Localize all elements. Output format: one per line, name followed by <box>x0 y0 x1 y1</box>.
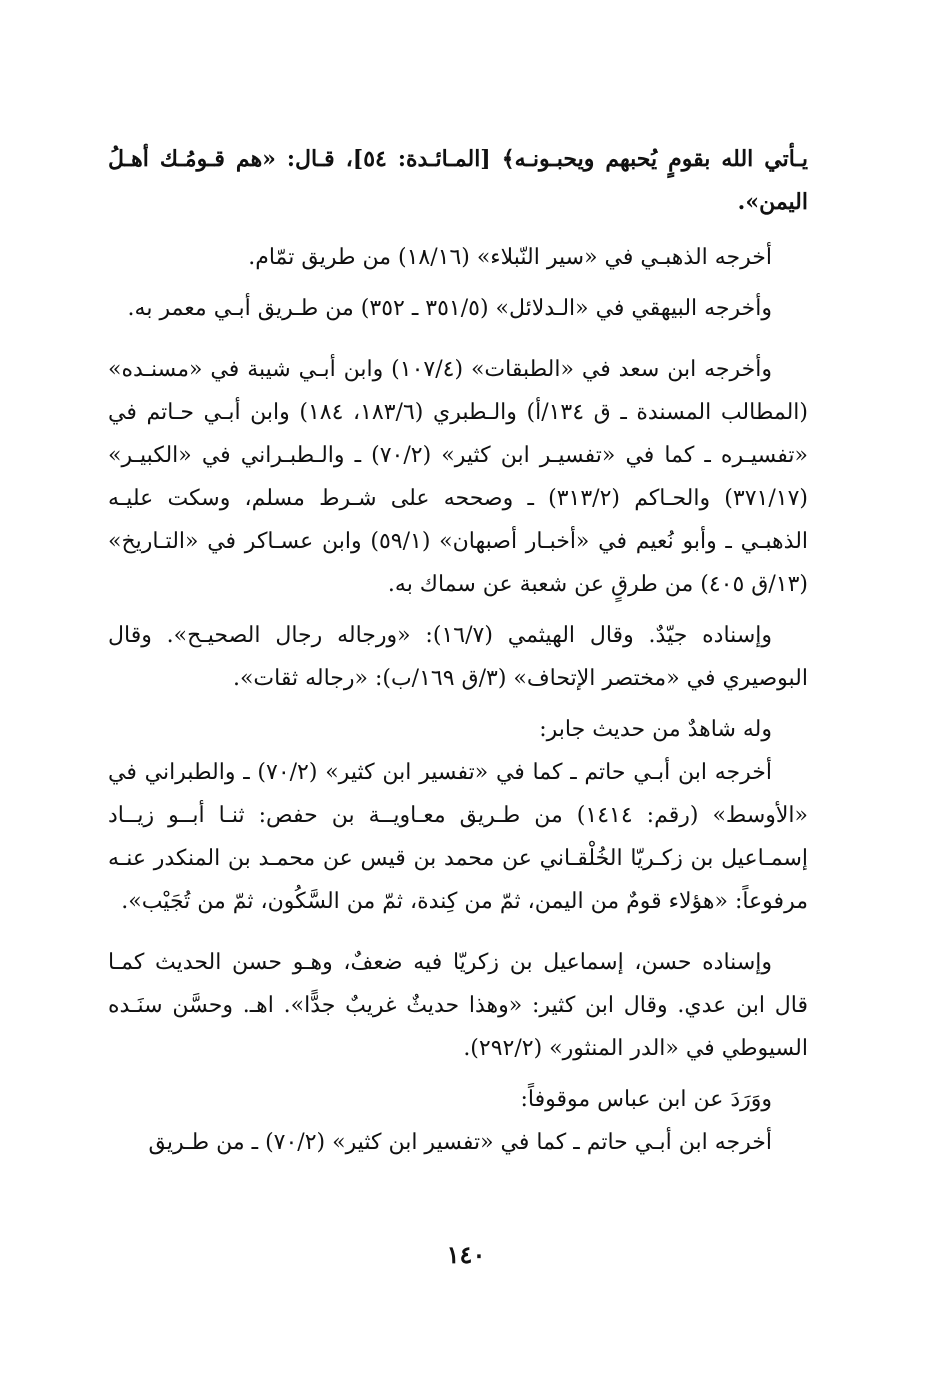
takhrij-jabir: أخرجه ابن أبـي حاتم ـ كما في «تفسير ابن كثير» (٧٠/٢) ـ والطبراني في «الأوسط» (رقم: ١٤١٤) من طـريق معـاويــة بن حفص: ثنـا أبــو زيــاد إسمـاعيل بن زكـريّا الخُلْقـاني عن محمد بن قيس عن محمـد بن المنكدر عنـه مرفوعاً: «هؤلاء قومٌ من اليمن، ثمّ من كِندة، ثمّ من السَّكُون، ثمّ من تُجَيْب». <box>108 760 808 914</box>
jabir-isnad-grading: وإسناده حسن، إسماعيل بن زكريّا فيه ضعفٌ، وهـو حسن الحديث كمـا قال ابن عدي. وقال ابن كثير: «وهذا حديثٌ غريبٌ جدًّا». اهـ. وحسَّن سنَـده السيوطي في «الدر المنثور» (٢٩٢/٢). <box>108 950 808 1061</box>
takhrij-ibn-saad: وأخرجه ابن سعد في «الطبقات» (١٠٧/٤) وابن أبـي شيبة في «مسنـده» (المطالب المسندة ـ ق ١٣٤/أ) والـطبري (١٨٣/٦، ١٨٤) وابن أبـي حـاتم في «تفسيـره ـ كما في «تفسيـر ابن كثير» (٧٠/٢) ـ والـطبـراني في «الكبيـر» (٣٧١/١٧) والحـاكم (٣١٣/٢) ـ وصححه على شـرط مسلم، وسكت عليـه الذهبـي ـ وأبو نُعيم في «أخبـار أصبهان» (٥٩/١) وابن عسـاكر في «التـاريخ» (١٣/ق ٤٠٥) من طرقٍ عن شعبة عن سماك به. <box>108 357 809 597</box>
takhrij-dhahabi: أخرجه الذهبـي في «سير النّبلاء» (١٨/١٦) من طريق تمّام. <box>248 245 772 270</box>
takhrij-ibn-abbas: أخرجه ابن أبـي حاتم ـ كما في «تفسير ابن كثير» (٧٠/٢) ـ من طـريق <box>148 1130 772 1155</box>
takhrij-bayhaqi: وأخرجه البيهقي في «الـدلائل» (٣٥١/٥ ـ ٣٥٢) من طـريق أبـي معمر به. <box>127 296 772 321</box>
ibn-abbas-heading: ووَرَدَ عن ابن عباس موقوفاً: <box>520 1087 772 1112</box>
isnad-grading: وإسناده جيّدٌ. وقال الهيثمي (١٦/٧): «ورجاله رجال الصحيـح». وقال البوصيري في «مختصر الإتحاف» (٣/ق ١٦٩/ب): «رجاله ثقات». <box>108 623 808 691</box>
page-body <box>108 138 808 1164</box>
jabir-witness-heading: وله شاهدٌ من حديث جابر: <box>539 717 772 742</box>
page-number: ١٤٠ <box>446 1240 486 1269</box>
quran-quote-paragraph: يـأتي الله بقومٍ يُحبهم ويحبـونـه﴾ [المـائـدة: ٥٤]، قـال: «هم قـومُـك أهـلُ اليمن». <box>108 146 809 215</box>
